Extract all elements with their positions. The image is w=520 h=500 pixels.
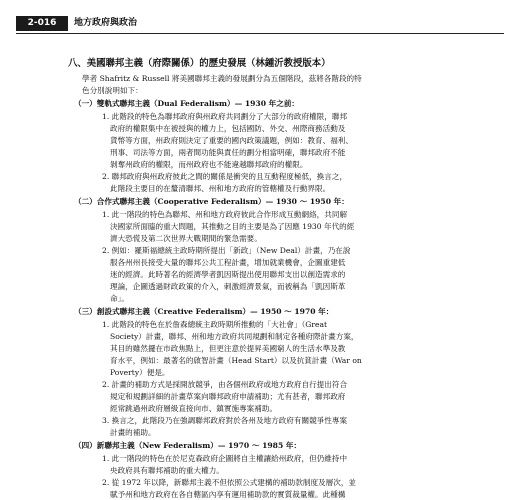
subsection-heading-dual: （一）雙軌式聯邦主義（Dual Federalism）— 1930 年之前：: [74, 99, 300, 108]
item-line: 決國家所面臨的重大問題，其推動之目的主要是為了因應 1930 年代的經: [110, 222, 355, 231]
item-line: 育水平，例如：最著名的啟智計畫（Head Start）以及抗貧計畫（War on: [110, 356, 362, 365]
page-number: 2-016: [16, 16, 68, 31]
section-title: 八、美國聯邦主義（府際關係）的歷史發展（林鍾沂教授版本）: [68, 58, 331, 69]
item-line: 3. 換言之，此階段乃在強調聯邦政府對於各州及地方政府有關競爭性專案: [102, 416, 348, 425]
item-line: 其目的雖然擺在市政焦點上，但更注意於提昇美國窮人的生活水準及教: [110, 344, 346, 353]
item-line: 理論，企圖透過財政政策的介入，刺激經濟景氣，而被稱為「凱因斯革: [110, 282, 346, 291]
item-line: 貨幣等方面，州政府則決定了重要的國內政策議題，例如：教育、福利、: [110, 136, 353, 145]
book-title: 地方政府與政治: [74, 18, 138, 28]
item-line: 1. 此階段的特色為聯邦政府與州政府共同劃分了大部分的政府權限，聯邦: [102, 112, 348, 121]
item-line: 政府的權限集中在被授與的權力上，包括國防、外交、州際商務活動及: [110, 124, 346, 133]
page-header: [0, 16, 520, 32]
item-line: 央政府具有聯邦補助的重大權力。: [110, 466, 224, 475]
header-rule: [16, 33, 504, 34]
item-line: 刑事、司法等方面，兩者間功能與責任的劃分相當明確，聯邦政府不能: [110, 148, 346, 157]
subsection-heading-creative: （三）創設式聯邦主義（Creative Federalism）— 1950 ～ 1970 年：: [74, 307, 334, 316]
item-line: 1. 此一階段的特色在於尼克森政府企圖將自主權讓給州政府，但仍維持中: [102, 454, 348, 463]
item-line: Poverty）便是。: [110, 368, 170, 377]
item-line: 1. 此一階段的特色為聯邦、州和地方政府彼此合作形成互動網絡，共同解: [102, 210, 348, 219]
item-line: 迷的經濟。此時著名的經濟學者凱因斯提出使用聯邦支出以創造需求的: [110, 270, 346, 279]
intro-line: 色分別說明如下：: [82, 86, 143, 95]
subsection-heading-new: （四）新聯邦主義（New Federalism）— 1970 ～ 1985 年：: [74, 441, 302, 450]
item-line: Society）計畫，聯邦、州和地方政府共同規劃和制定各種府際計畫方案，: [110, 332, 359, 341]
item-line: 2. 聯邦政府與州政府彼此之間的關係是衝突的且互動程度極低，換言之，: [102, 172, 348, 181]
item-line: 2. 例如：羅斯福總統主政時期所提出「新政」（New Deal）計畫，乃在說: [102, 246, 351, 255]
item-line: 2. 從 1972 年以降，新聯邦主義不但依照公式建構的補助款制度及層次，並: [102, 478, 357, 487]
item-line: 賦予州和地方政府在各自轄區內享有運用補助款的實質裁量權。此種構: [110, 490, 346, 499]
item-line: 剝奪州政府的權限，而州政府也不能違越聯邦政府的權限。: [110, 160, 308, 169]
item-line: 規定和規劃詳細的計畫草案向聯邦政府申請補助；尤有甚者，聯邦政府: [110, 392, 346, 401]
item-line: 1. 此階段的特色在於詹森總統主政時期所推動的「大社會」（Great: [102, 320, 328, 329]
item-line: 此階段主要目的在釐清聯邦、州和地方政府的管轄權及行動界限。: [110, 184, 331, 193]
item-line: 濟大恐慌及第二次世界大戰期間的緊急需要。: [110, 234, 262, 243]
item-line: 命」。: [110, 294, 129, 303]
item-line: 2. 計畫的補助方式是採開放競爭，由各個州政府或地方政府自行提出符合: [102, 380, 348, 389]
item-line: 計畫的補助。: [110, 428, 156, 437]
subsection-heading-cooperative: （二）合作式聯邦主義（Cooperative Federalism）— 1930 ～ 1950 年：: [74, 197, 349, 206]
item-line: 服各州州長接受大量的聯邦公共工程計畫，增加就業機會，企圖重建低: [110, 258, 346, 267]
item-line: 經常跳過州政府層級直接向市、鎮實施專案補助。: [110, 404, 278, 413]
intro-line: 學者 Shafritz & Russell 將美國聯邦主義的發展劃分為五個階段，茲將各階段的特: [82, 74, 362, 83]
